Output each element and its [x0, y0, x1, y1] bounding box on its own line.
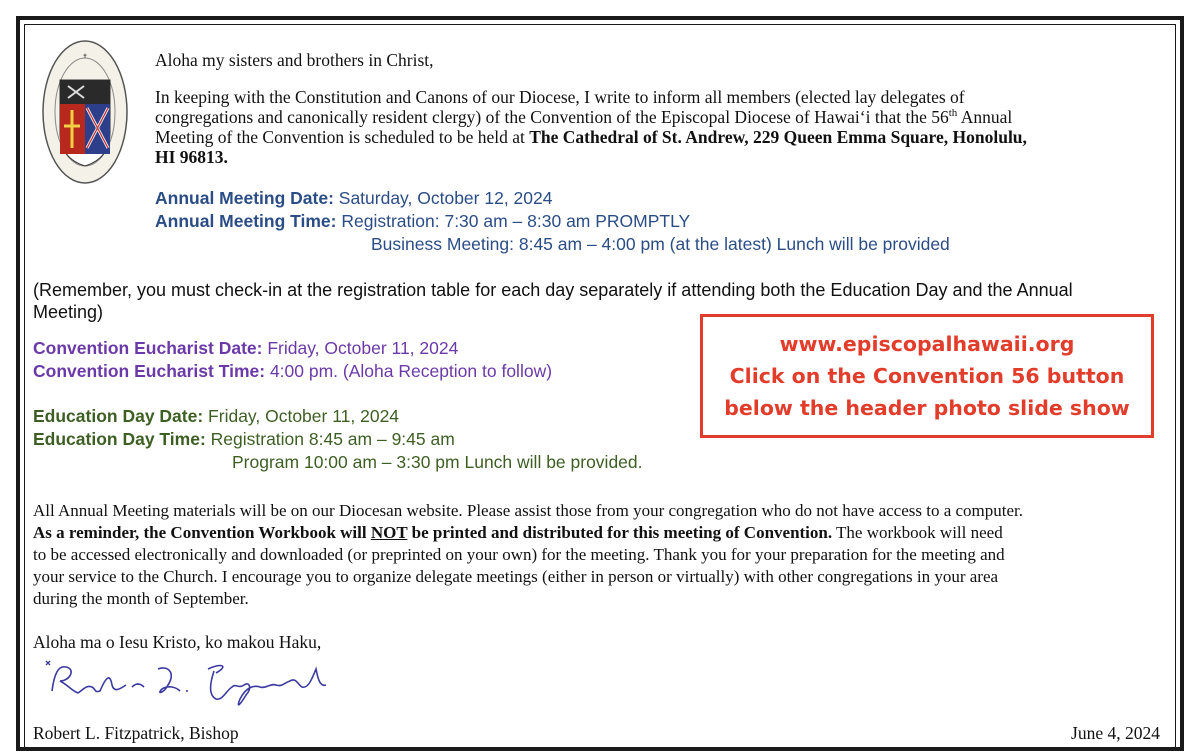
intro-line-2-end: Annual — [957, 107, 1013, 127]
eucharist-date — [33, 337, 552, 360]
annual-meeting-date — [155, 187, 950, 210]
ordinal-suffix: th — [948, 107, 958, 120]
materials-line-1: All Annual Meeting materials will be on our Diocesan website. Please assist those from your congregation who do not have access to a computer. — [33, 501, 1024, 520]
intro-line-4 — [155, 147, 1165, 167]
materials-paragraph — [33, 500, 1183, 610]
svg-text:✝: ✝ — [82, 53, 88, 60]
diocese-seal-logo — [40, 38, 130, 186]
eucharist-block — [33, 337, 552, 383]
website-link[interactable]: www.episcopalhawaii.org — [779, 332, 1075, 356]
annual-time-label: Annual Meeting Time: — [155, 211, 337, 231]
letter-date: June 4, 2024 — [1071, 723, 1160, 743]
annual-date-label: Annual Meeting Date: — [155, 188, 334, 208]
reminder-bold-b: be printed and distributed for this meeting of Convention. — [407, 523, 833, 542]
venue-address-end: HI 96813. — [155, 147, 228, 167]
annual-date-value: Saturday, October 12, 2024 — [333, 188, 553, 208]
eucharist-date-label: Convention Eucharist Date: — [33, 338, 263, 358]
reminder-bold-a: As a reminder, the Convention Workbook will — [33, 523, 371, 542]
education-time-label: Education Day Time: — [33, 429, 206, 449]
eucharist-time-label: Convention Eucharist Time: — [33, 361, 266, 381]
signer-name: Robert L. Fitzpatrick, Bishop — [33, 723, 239, 743]
intro-line-2 — [155, 107, 1165, 127]
materials-line-2 — [33, 522, 1183, 544]
annual-meeting-block — [155, 187, 950, 256]
annual-meeting-time-2: Business Meeting: 8:45 am – 4:00 pm (at the latest) Lunch will be provided — [371, 234, 950, 254]
materials-line-3: to be accessed electronically and downloaded (or preprinted on your own) for the meeting. Thank you for your preparation for the meeting and — [33, 545, 1005, 564]
callout-instruction-2: below the header photo slide show — [724, 396, 1130, 420]
eucharist-date-value: Friday, October 11, 2024 — [262, 338, 459, 358]
materials-line-5: during the month of September. — [33, 589, 249, 608]
eucharist-time-value: 4:00 pm. (Aloha Reception to follow) — [265, 361, 553, 381]
greeting: Aloha my sisters and brothers in Christ, — [155, 50, 434, 70]
venue-address: The Cathedral of St. Andrew, 229 Queen Emma Square, Honolulu, — [529, 127, 1027, 147]
education-date — [33, 405, 643, 428]
intro-line-3-text: Meeting of the Convention is scheduled to be held at — [155, 127, 530, 147]
remember-line-1: (Remember, you must check-in at the registration table for each day separately if attending both the Education Day and the Annual — [33, 280, 1073, 300]
education-date-value: Friday, October 11, 2024 — [203, 406, 400, 426]
annual-meeting-time — [155, 210, 950, 233]
intro-line-2-text: congregations and canonically resident clergy) of the Convention of the Episcopal Diocese of Hawai‘i that the 56 — [155, 107, 949, 127]
education-day-block — [33, 405, 643, 474]
remember-line-2: Meeting) — [33, 302, 104, 322]
education-time-2: Program 10:00 am – 3:30 pm Lunch will be provided. — [232, 452, 643, 472]
callout-instruction-1: Click on the Convention 56 button — [729, 364, 1125, 388]
materials-line-4: your service to the Church. I encourage you to organize delegate meetings (either in person or virtually) with other congregations in your area — [33, 567, 999, 586]
signature-image — [40, 655, 330, 713]
reminder-not: NOT — [370, 523, 408, 542]
intro-line-3 — [155, 127, 1165, 147]
annual-time-value: Registration: 7:30 am – 8:30 am PROMPTLY — [336, 211, 691, 231]
closing-line: Aloha ma o Iesu Kristo, ko makou Haku, — [33, 632, 322, 652]
intro-line-1: In keeping with the Constitution and Canons of our Diocese, I write to inform all members (elected lay delegates of — [155, 87, 965, 107]
education-time-value: Registration 8:45 am – 9:45 am — [205, 429, 455, 449]
education-date-label: Education Day Date: — [33, 406, 204, 426]
website-callout-box — [700, 314, 1154, 438]
intro-paragraph — [155, 87, 1165, 167]
eucharist-time — [33, 360, 552, 383]
materials-line-2-rest: The workbook will need — [832, 523, 1003, 542]
education-time — [33, 428, 643, 451]
